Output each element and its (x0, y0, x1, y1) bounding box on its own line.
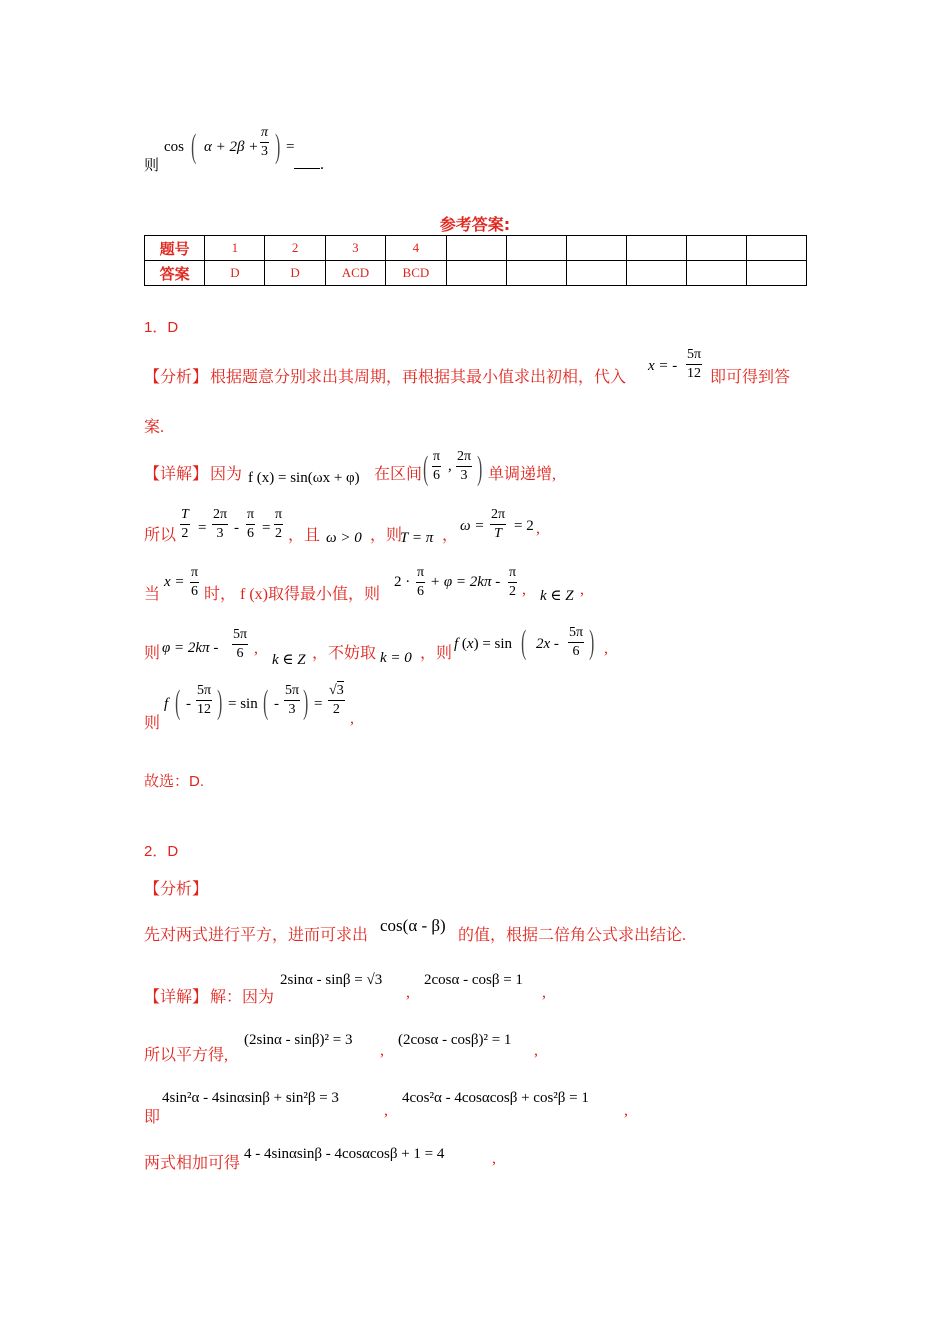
q1-heading: 1．D (144, 319, 179, 336)
table-cell: 3 (325, 236, 385, 261)
fx-min: f (x)取得最小值，则 (240, 586, 380, 603)
q2-eq1: 2sinα - sinβ = √3 (280, 972, 383, 988)
header-label: 题号 (145, 236, 205, 261)
analysis-label: 【分析】 (144, 369, 209, 386)
omega-gt: ω > 0 (326, 530, 362, 546)
k-in-Z: k ∈ Z (540, 588, 574, 604)
detail-label: 【详解】 (144, 466, 209, 483)
omega-eq-tail: = 2 (514, 518, 534, 534)
prefix-ze: 则 (144, 158, 160, 174)
no-harm: ，不妨取 (312, 645, 377, 662)
answer-table (144, 235, 807, 286)
analysis-den: 12 (687, 366, 702, 381)
f-then: 则 (144, 715, 161, 732)
table-cell (566, 261, 626, 286)
table-row (145, 236, 807, 261)
analysis-num: 5π (686, 346, 702, 365)
table-cell (746, 236, 806, 261)
so-tail: ，且 (288, 527, 321, 544)
table-cell (506, 236, 566, 261)
q2-sq1: (2sinα - sinβ)² = 3 (244, 1032, 353, 1048)
table-cell: BCD (386, 261, 446, 286)
when-label: 当 (144, 586, 161, 603)
table-cell: 4 (386, 236, 446, 261)
detail-mono: 单调递增, (488, 466, 557, 483)
table-cell (566, 236, 626, 261)
q2-sum-text: 两式相加可得 (144, 1155, 241, 1172)
analysis-text: 根据题意分别求出其周期，再根据其最小值求出初相，代入 (210, 369, 627, 386)
so-label: 所以 (144, 527, 177, 544)
q2-detail-text: 解：因为 (210, 989, 275, 1006)
q2-exp2: 4cos²α - 4cosαcosβ + cos²β = 1 (402, 1090, 589, 1106)
then2: ，则 (420, 645, 453, 662)
detail-interval: 在区间 (374, 466, 423, 483)
table-cell (746, 261, 806, 286)
table-cell (626, 261, 686, 286)
table-cell (686, 236, 746, 261)
eq-sign: = (286, 139, 295, 155)
answers-title: 参考答案: (439, 215, 511, 234)
analysis-cont: 案. (144, 419, 165, 436)
q2-analysis-label: 【分析】 (144, 881, 209, 898)
blank-line (294, 168, 320, 169)
table-cell: D (205, 261, 265, 286)
cos-func: cos (164, 139, 184, 155)
when-time: 时， (204, 586, 237, 603)
analysis-tail: 即可得到答 (710, 369, 791, 386)
frac-three: 3 (261, 144, 268, 159)
q2-square-text: 所以平方得, (144, 1047, 229, 1064)
table-cell: 1 (205, 236, 265, 261)
table-cell: 2 (265, 236, 325, 261)
analysis-x: x = - (648, 358, 678, 374)
q2-sq2: (2cosα - cosβ)² = 1 (398, 1032, 512, 1048)
q2-analysis-text1: 先对两式进行平方，进而可求出 (144, 927, 369, 944)
q2-exp1: 4sin²α - 4sinαsinβ + sin²β = 3 (162, 1090, 339, 1106)
q2-sum-expr: 4 - 4sinαsinβ - 4cosαcosβ + 1 = 4 (244, 1146, 445, 1162)
table-cell (446, 236, 506, 261)
q2-ie: 即 (144, 1109, 161, 1126)
q2-analysis-expr: cos(α - β) (380, 916, 446, 935)
frac-pi: π (260, 124, 269, 143)
phi-expr: φ = 2kπ - (162, 640, 219, 656)
detail-func: f (x) = sin(ωx + φ) (248, 470, 360, 486)
q2-analysis-text2: 的值，根据二倍角公式求出结论. (458, 927, 687, 944)
table-cell (446, 261, 506, 286)
table-cell: ACD (325, 261, 385, 286)
table-cell: D (265, 261, 325, 286)
answer-label: 答案 (145, 261, 205, 286)
table-cell (626, 236, 686, 261)
table-row (145, 261, 807, 286)
q2-heading: 2．D (144, 843, 179, 860)
k0: k = 0 (380, 650, 412, 666)
q1-result: 故选：D. (144, 773, 205, 790)
cos-inner: α + 2β + (204, 139, 259, 155)
table-cell (686, 261, 746, 286)
q2-eq2: 2cosα - cosβ = 1 (424, 972, 523, 988)
T-eq: T = π (400, 530, 434, 546)
table-cell (506, 261, 566, 286)
phi-then: 则 (144, 645, 161, 662)
then-label: ，则 (370, 527, 403, 544)
q2-detail-label: 【详解】 (144, 989, 209, 1006)
suffix-dot: . (320, 156, 324, 173)
detail-because: 因为 (210, 466, 243, 483)
